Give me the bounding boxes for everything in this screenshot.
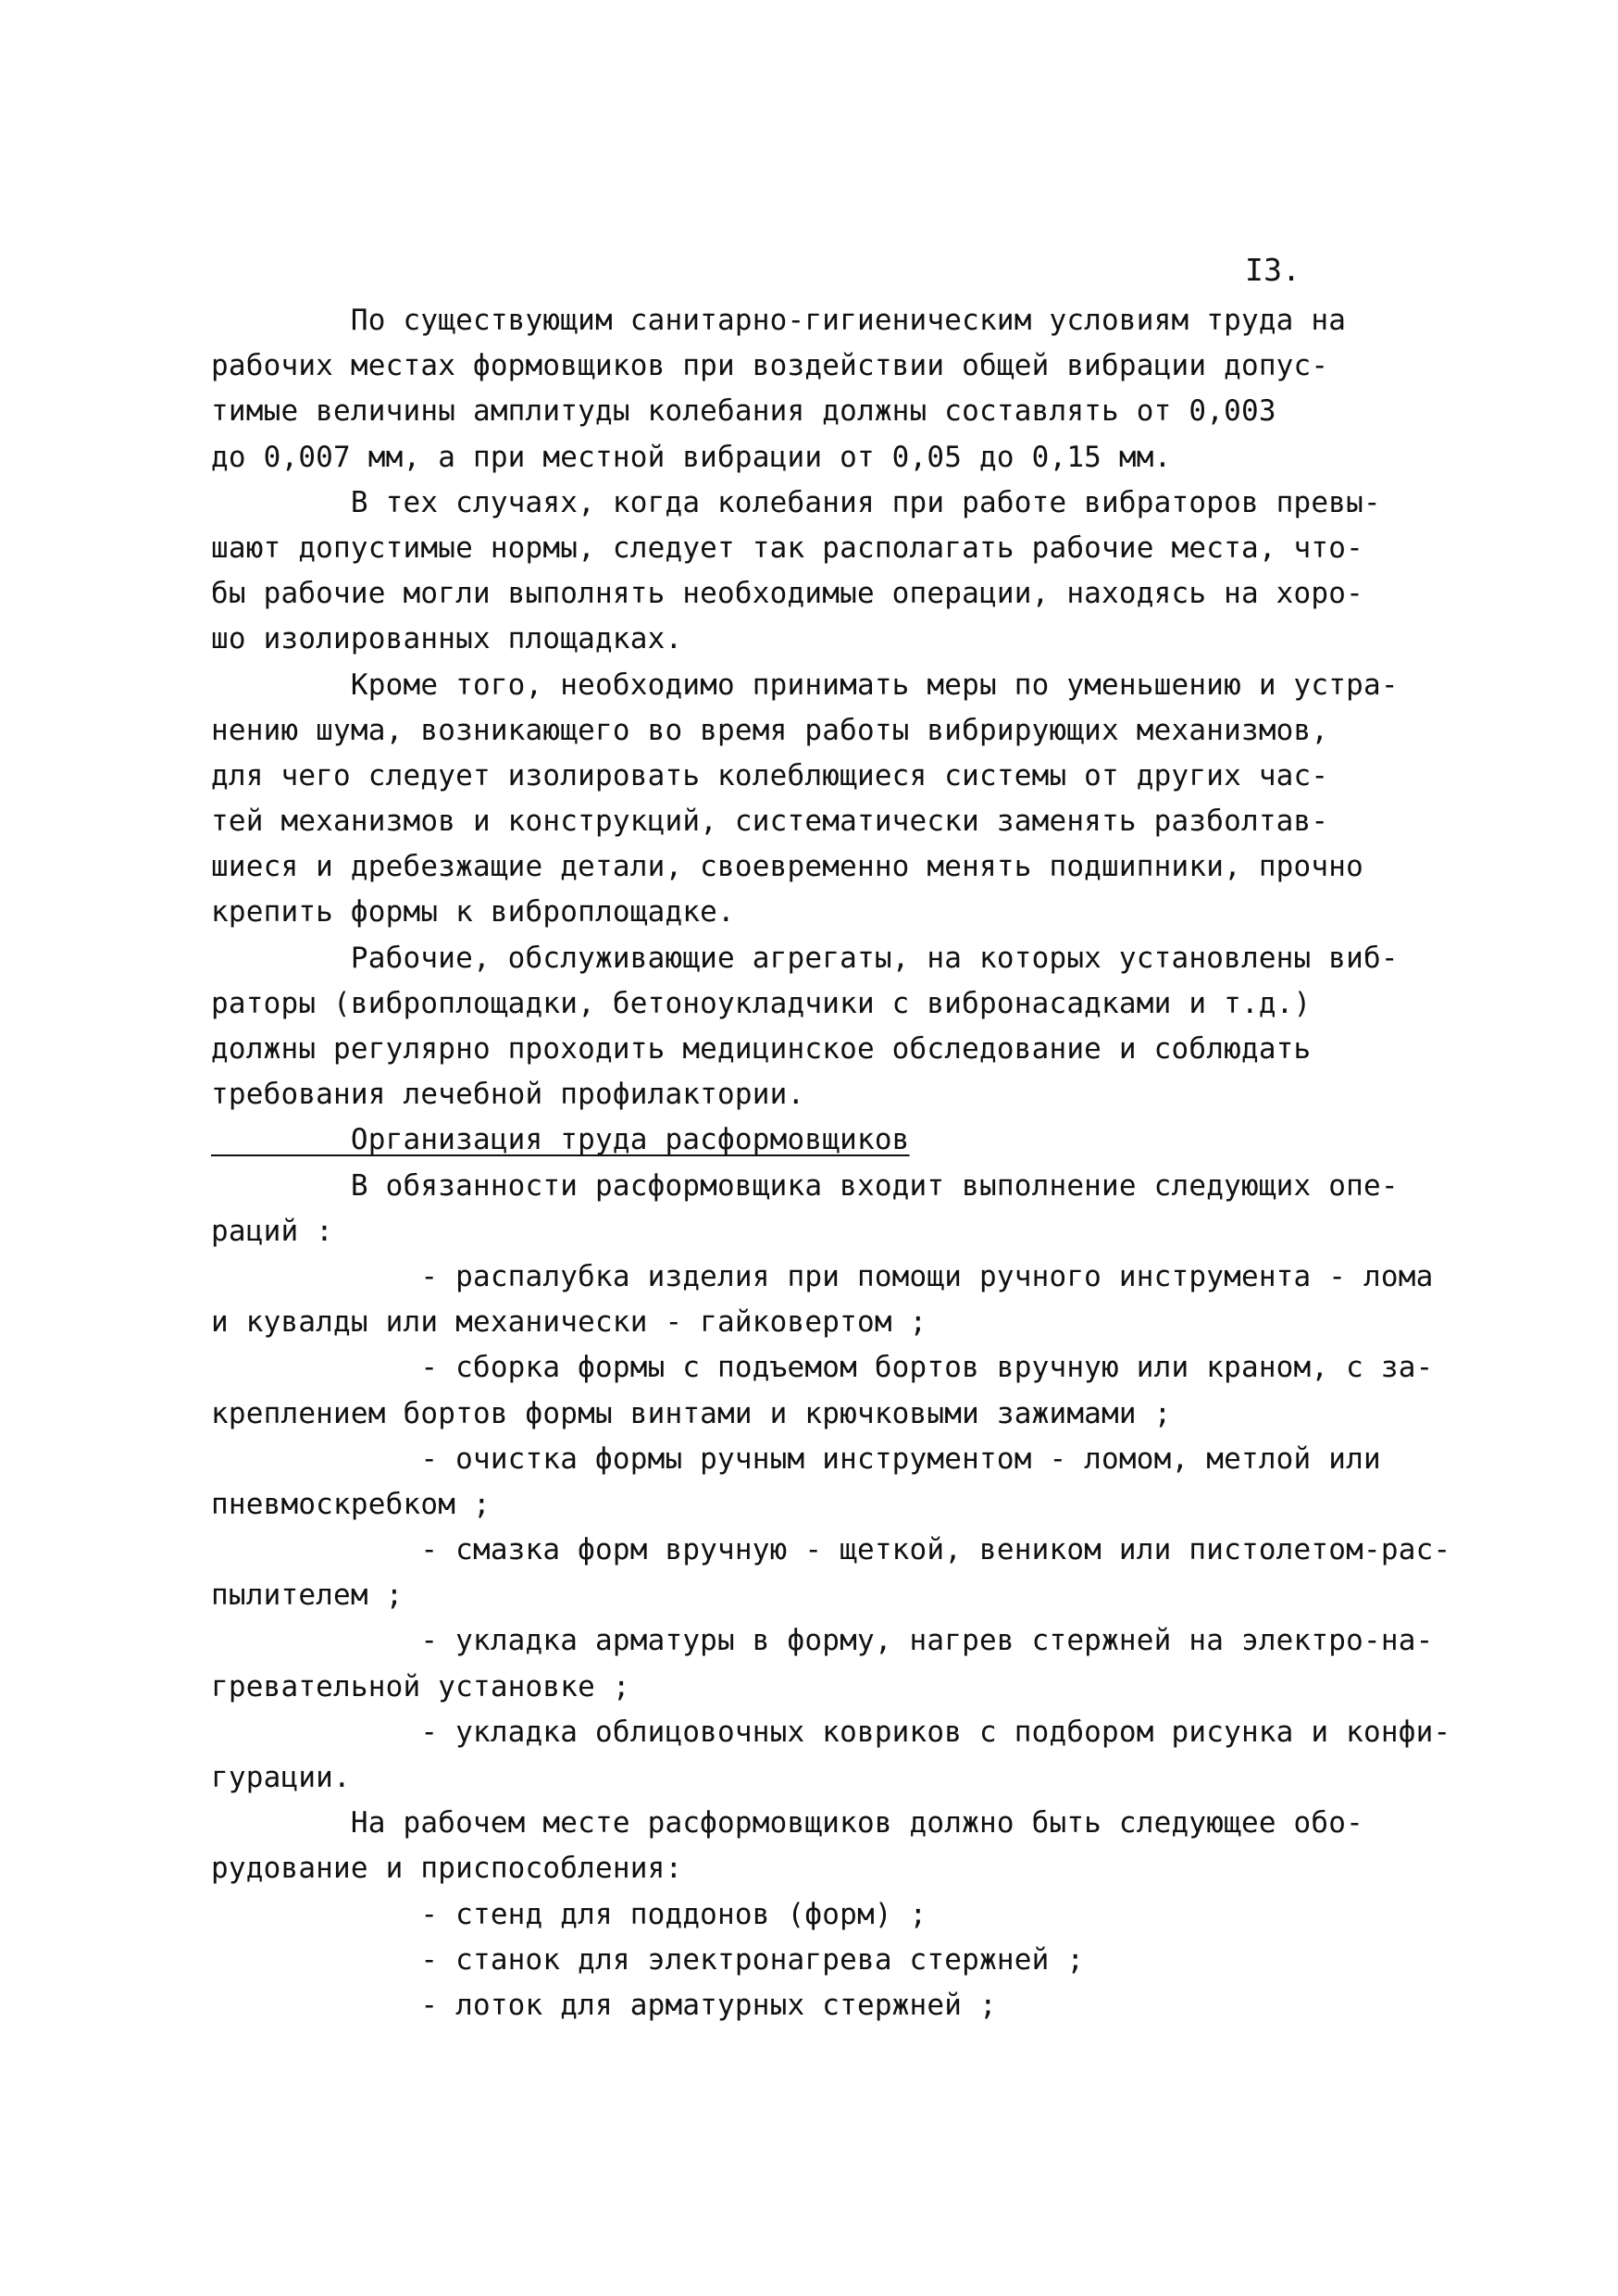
text-line: до 0,007 мм, а при местной вибрации от 0,05 до 0,15 мм. [211, 440, 1172, 474]
text-line: В тех случаях, когда колебания при работе вибраторов превы- [211, 485, 1381, 519]
text-line: для чего следует изолировать колеблющиеся системы от других час- [211, 758, 1329, 792]
text-line: - станок для электронагрева стержней ; [211, 1942, 1085, 1977]
text-line: Рабочие, обслуживающие агрегаты, на которых установлены виб- [211, 941, 1399, 975]
text-line: нению шума, возникающего во время работы вибрирующих механизмов, [211, 713, 1329, 747]
text-line: раций : [211, 1214, 334, 1248]
document-body [211, 298, 1451, 2028]
text-line: рабочих местах формовщиков при воздействии общей вибрации допус- [211, 349, 1329, 383]
text-line: В обязанности расформовщика входит выполнение следующих опе- [211, 1168, 1399, 1203]
text-line: тей механизмов и конструкций, систематически заменять разболтав- [211, 805, 1329, 839]
text-line: Кроме того, необходимо принимать меры по уменьшению и устра- [211, 668, 1399, 702]
text-line: шиеся и дребезжащие детали, своевременно менять подшипники, прочно [211, 850, 1363, 884]
text-line: гурации. [211, 1761, 351, 1794]
text-line: На рабочем месте расформовщиков должно быть следующее обо- [211, 1806, 1363, 1841]
section-heading: Организация труда расформовщиков [211, 1123, 910, 1157]
text-line: - смазка форм вручную - щеткой, веником или пистолетом-рас- [211, 1533, 1451, 1567]
text-line: требования лечебной профилактории. [211, 1078, 805, 1112]
text-line: - стенд для поддонов (форм) ; [211, 1897, 927, 1931]
text-line: шо изолированных площадках. [211, 622, 683, 656]
text-line: рудование и приспособления: [211, 1852, 683, 1886]
text-line: тимые величины амплитуды колебания должны составлять от 0,003 [211, 394, 1276, 429]
text-line: бы рабочие могли выполнять необходимые операции, находясь на хоро- [211, 577, 1363, 611]
text-line: и кувалды или механически - гайковертом ; [211, 1305, 927, 1340]
text-line: - укладка облицовочных ковриков с подбором рисунка и конфи- [211, 1715, 1451, 1749]
text-line: шают допустимые нормы, следует так располагать рабочие места, что- [211, 530, 1363, 565]
text-line: гревательной установке ; [211, 1669, 630, 1703]
page-number: I3. [1245, 252, 1301, 288]
text-line: - укладка арматуры в форму, нагрев стержней на электро-на- [211, 1624, 1434, 1658]
text-line: пылителем ; [211, 1578, 404, 1613]
text-line: крепить формы к виброплощадке. [211, 895, 735, 930]
text-line: - распалубка изделия при помощи ручного инструмента - лома [211, 1259, 1434, 1293]
text-line: - лоток для арматурных стержней ; [211, 1988, 997, 2022]
text-line: раторы (виброплощадки, бетоноукладчики с вибронасадками и т.д.) [211, 986, 1312, 1020]
text-line: пневмоскребком ; [211, 1487, 491, 1521]
text-line: - сборка формы с подъемом бортов вручную или краном, с за- [211, 1351, 1434, 1385]
text-line: - очистка формы ручным инструментом - ломом, метлой или [211, 1441, 1381, 1476]
text-line: По существующим санитарно-гигиеническим условиям труда на [211, 304, 1347, 337]
text-line: должны регулярно проходить медицинское обследование и соблюдать [211, 1032, 1312, 1066]
text-line: креплением бортов формы винтами и крючковыми зажимами ; [211, 1396, 1172, 1430]
